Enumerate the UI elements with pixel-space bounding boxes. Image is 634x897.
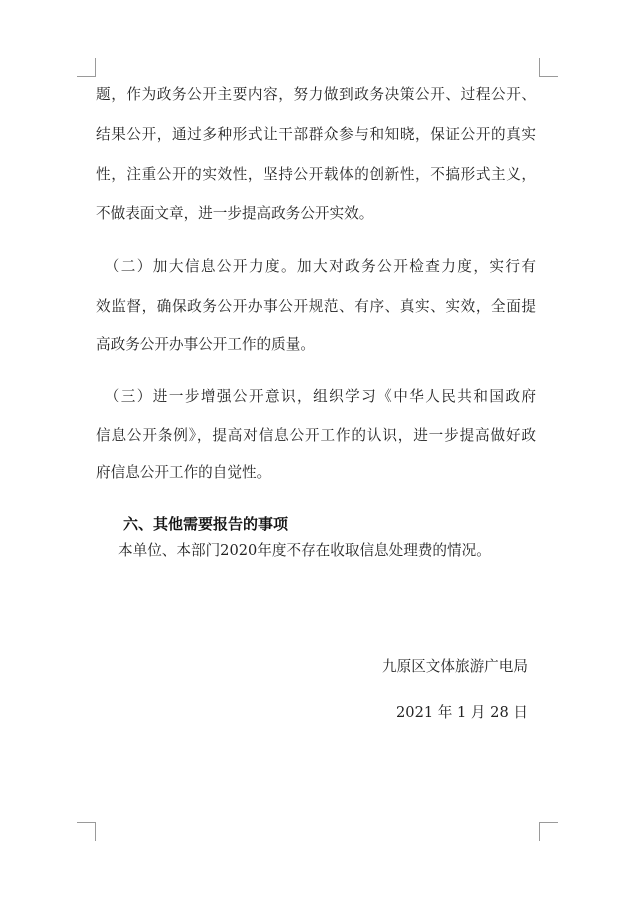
page-corner-mark-top-left [77, 58, 96, 77]
paragraph-line: 效监督，确保政务公开办事公开规范、有序、真实、实效，全面提 [96, 298, 536, 315]
section-heading: 六、其他需要报告的事项 [123, 515, 289, 533]
paragraph-line: 不做表面文章，进一步提高政务公开实效。 [96, 205, 374, 222]
page-corner-mark-top-right [539, 58, 558, 77]
paragraph-line: 府信息公开工作的自觉性。 [96, 464, 272, 481]
paragraph-line: （二）加大信息公开力度。加大对政务公开检查力度，实行有 [96, 258, 536, 275]
section-body-text: 本单位、本部门2020年度不存在收取信息处理费的情况。 [118, 542, 491, 559]
paragraph-line: 题，作为政务公开主要内容，努力做到政务决策公开、过程公开、 [96, 86, 536, 103]
paragraph-line: 信息公开条例》，提高对信息公开工作的认识，进一步提高做好政 [96, 427, 536, 444]
paragraph-line: （三）进一步增强公开意识，组织学习《中华人民共和国政府 [96, 388, 536, 405]
page-corner-mark-bottom-right [539, 822, 558, 841]
page-corner-mark-bottom-left [77, 822, 96, 841]
signature-date: 2021 年 1 月 28 日 [396, 704, 528, 721]
signature-organization: 九原区文体旅游广电局 [382, 658, 528, 675]
paragraph-line: 性，注重公开的实效性，坚持公开载体的创新性，不搞形式主义， [96, 166, 536, 183]
paragraph-line: 高政务公开办事公开工作的质量。 [96, 336, 315, 353]
paragraph-line: 结果公开，通过多种形式让干部群众参与和知晓，保证公开的真实 [96, 126, 536, 143]
